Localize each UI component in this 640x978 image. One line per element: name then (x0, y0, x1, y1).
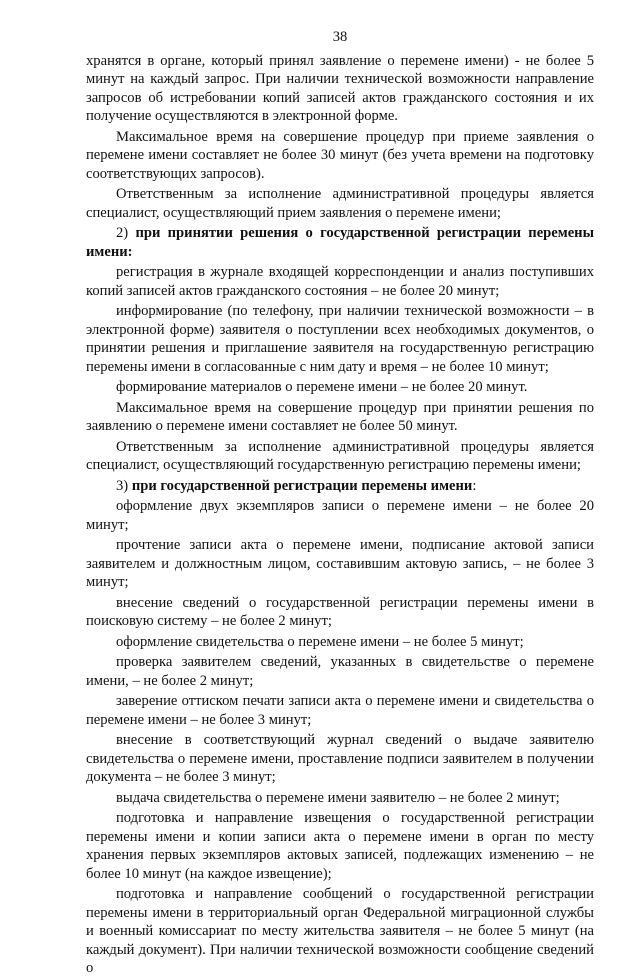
paragraph: Максимальное время на совершение процедур при приеме заявления о перемене имени составляет не более 30 минут (без учета времени на подготовку соответствующих запросов). (86, 128, 594, 182)
paragraph: Максимальное время на совершение процедур при принятии решения по заявлению о перемене имени составляет не более 50 минут. (86, 399, 594, 434)
paragraph: выдача свидетельства о перемене имени заявителю – не более 2 минут; (116, 789, 560, 806)
paragraph: регистрация в журнале входящей корреспонденции и анализ поступивших копий записей актов гражданского состояния – не более 20 минут; (86, 264, 594, 299)
paragraph: оформление свидетельства о перемене имени – не более 5 минут; (116, 633, 524, 650)
paragraph: формирование материалов о перемене имени – не более 20 минут. (116, 379, 528, 395)
paragraph: заверение оттиском печати записи акта о перемене имени и свидетельства о перемене имени – не более 3 минут; (86, 693, 594, 728)
section-number: 3) (116, 477, 132, 494)
paragraph: прочтение записи акта о перемене имени, подписание актовой записи заявителем и должностным лицом, составившим актовую запись, – не более 3 минут; (86, 537, 594, 590)
paragraph: информирование (по телефону, при наличии технической возможности – в электронной форме) заявителя о поступлении всех необходимых документов, о принятии решения и приглашение заявителя на государственную регистрацию перемены имени в согласованные с ним дату и время – не более 10 минут; (86, 303, 594, 375)
paragraph: оформление двух экземпляров записи о перемене имени – не более 20 минут; (86, 498, 594, 533)
section-heading-2 (86, 224, 594, 261)
section-title: при принятии решения о государственной регистрации перемены имени (86, 225, 594, 260)
page-number: 38 (332, 29, 348, 45)
paragraph: внесение сведений о государственной регистрации перемены имени в поисковую систему – не более 2 минут; (86, 594, 594, 629)
paragraph: подготовка и направление сообщений о государственной регистрации перемены имени в территориальный орган Федеральной миграционной службы и военный комиссариат по месту жительства заявителя – не более 5 минут (на каждый документ). При наличии технической возможности сообщение сведений о (86, 886, 594, 976)
paragraph: Ответственным за исполнение административной процедуры является специалист, осуществляющий прием заявления о перемене имени; (86, 186, 594, 221)
paragraph: хранятся в органе, который принял заявление о перемене имени) - не более 5 минут на каждый запрос. При наличии технической возможности направление запросов об истребовании копий записей актов гражданского состояния и их получение осуществляются в электронной форме. (86, 52, 594, 124)
section-title: при государственной регистрации перемены имени (131, 477, 473, 494)
section-heading-3 (86, 477, 594, 496)
paragraph: проверка заявителем сведений, указанных в свидетельстве о перемене имени, – не более 2 минут; (86, 654, 594, 689)
paragraph: внесение в соответствующий журнал сведений о выдаче заявителю свидетельства о перемене имени, проставление подписи заявителем в получении документа – не более 3 минут; (86, 732, 594, 785)
section-colon: : (127, 243, 133, 260)
section-number: 2) (116, 225, 136, 241)
section-colon: : (472, 477, 477, 494)
paragraph: Ответственным за исполнение административной процедуры является специалист, осуществляющий государственную регистрацию перемены имени; (86, 438, 594, 473)
paragraph: подготовка и направление извещения о государственной регистрации перемены имени и копии записи акта о перемене имени в орган по месту хранения первых экземпляров актовых записей, подлежащих изменению – не более 10 минут (на каждое извещение); (86, 810, 594, 882)
